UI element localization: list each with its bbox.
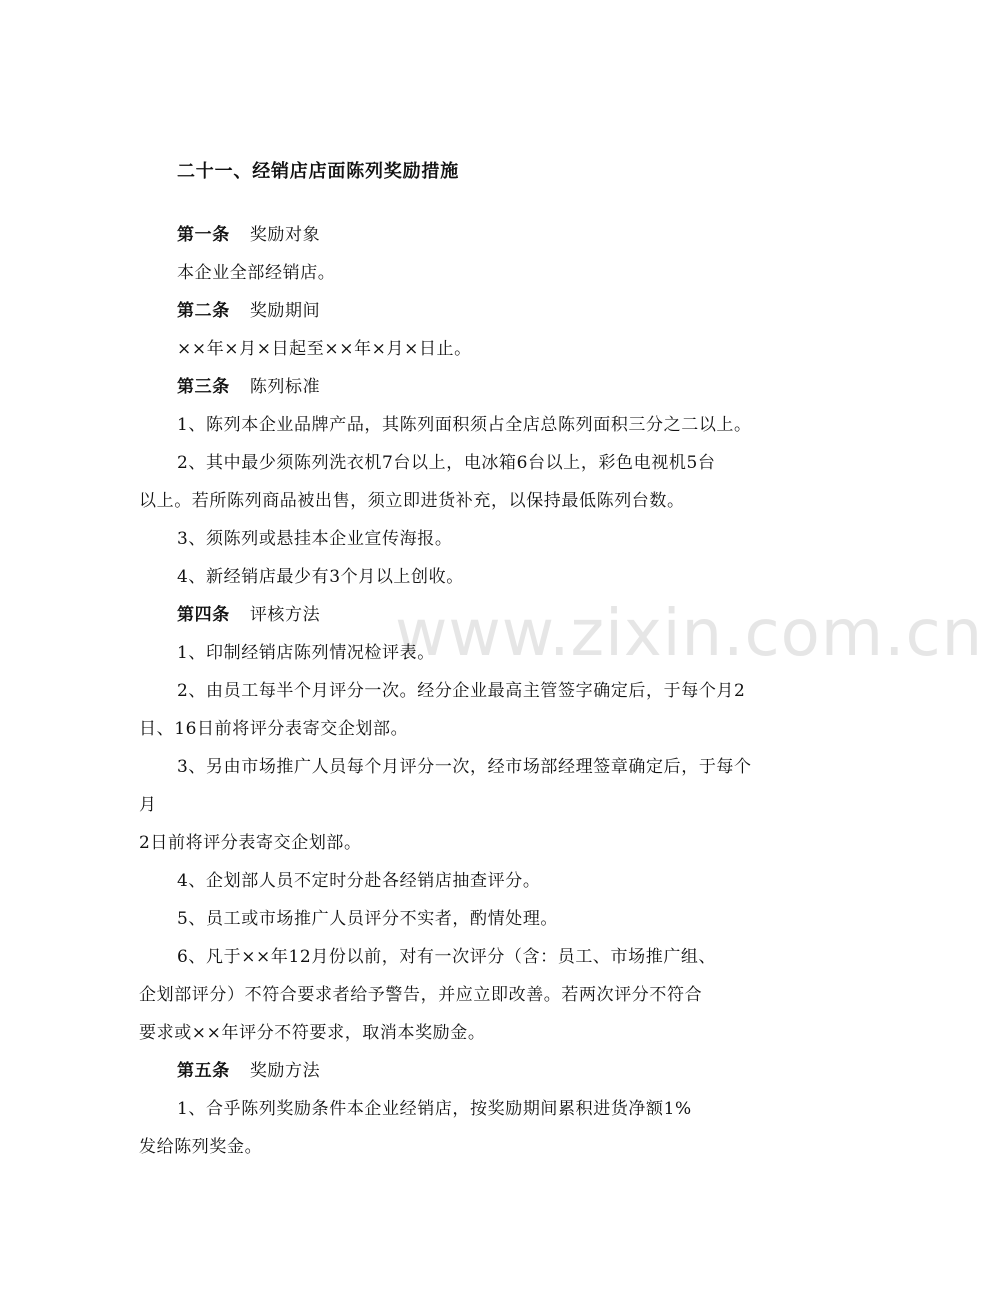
paragraph-line: 月 [139, 795, 157, 815]
paragraph-line: 2、其中最少须陈列洗衣机7台以上，电冰箱6台以上，彩色电视机5台 [177, 453, 716, 473]
article-title: 陈列标准 [249, 377, 321, 397]
paragraph-line: 1、合乎陈列奖励条件本企业经销店，按奖励期间累积进货净额1% [177, 1099, 692, 1119]
paragraph-line: 5、员工或市场推广人员评分不实者，酌情处理。 [177, 909, 559, 929]
article-label: 第三条 [177, 377, 230, 397]
paragraph-line: 4、企划部人员不定时分赴各经销店抽查评分。 [177, 871, 541, 891]
paragraph-line: 6、凡于××年12月份以前，对有一次评分（含：员工、市场推广组、 [177, 947, 717, 967]
paragraph-line: ××年×月×日起至××年×月×日止。 [177, 339, 472, 359]
article-title: 评核方法 [249, 605, 321, 625]
article-label: 第一条 [177, 225, 230, 245]
paragraph-line: 企划部评分）不符合要求者给予警告，并应立即改善。若两次评分不符合 [139, 985, 703, 1005]
watermark: www.zixin.com.cn [395, 597, 983, 671]
article-title: 奖励期间 [249, 301, 321, 321]
article-label: 第四条 [177, 605, 230, 625]
paragraph-line: 1、印制经销店陈列情况检评表。 [177, 643, 435, 663]
paragraph-line: 3、须陈列或悬挂本企业宣传海报。 [177, 529, 453, 549]
paragraph-line: 以上。若所陈列商品被出售，须立即进货补充，以保持最低陈列台数。 [139, 491, 685, 511]
paragraph-line: 2、由员工每半个月评分一次。经分企业最高主管签字确定后，于每个月2 [177, 681, 746, 701]
paragraph-line: 本企业全部经销店。 [177, 263, 336, 283]
paragraph-line: 1、陈列本企业品牌产品，其陈列面积须占全店总陈列面积三分之二以上。 [177, 415, 752, 435]
article-4-heading [177, 603, 320, 627]
article-label: 第二条 [177, 301, 230, 321]
article-1-heading [177, 223, 320, 247]
paragraph-line: 2日前将评分表寄交企划部。 [139, 833, 362, 853]
article-5-heading [177, 1059, 320, 1083]
paragraph-line: 要求或××年评分不符要求，取消本奖励金。 [139, 1023, 486, 1043]
article-title: 奖励方法 [249, 1061, 321, 1081]
article-2-heading [177, 299, 320, 323]
document-title: 二十一、经销店店面陈列奖励措施 [177, 161, 459, 182]
paragraph-line: 4、新经销店最少有3个月以上创收。 [177, 567, 464, 587]
article-3-heading [177, 375, 320, 399]
paragraph-line: 3、另由市场推广人员每个月评分一次，经市场部经理签章确定后，于每个 [177, 757, 752, 777]
article-label: 第五条 [177, 1061, 230, 1081]
article-title: 奖励对象 [249, 225, 321, 245]
paragraph-line: 发给陈列奖金。 [139, 1137, 263, 1157]
paragraph-line: 日、16日前将评分表寄交企划部。 [139, 719, 409, 739]
